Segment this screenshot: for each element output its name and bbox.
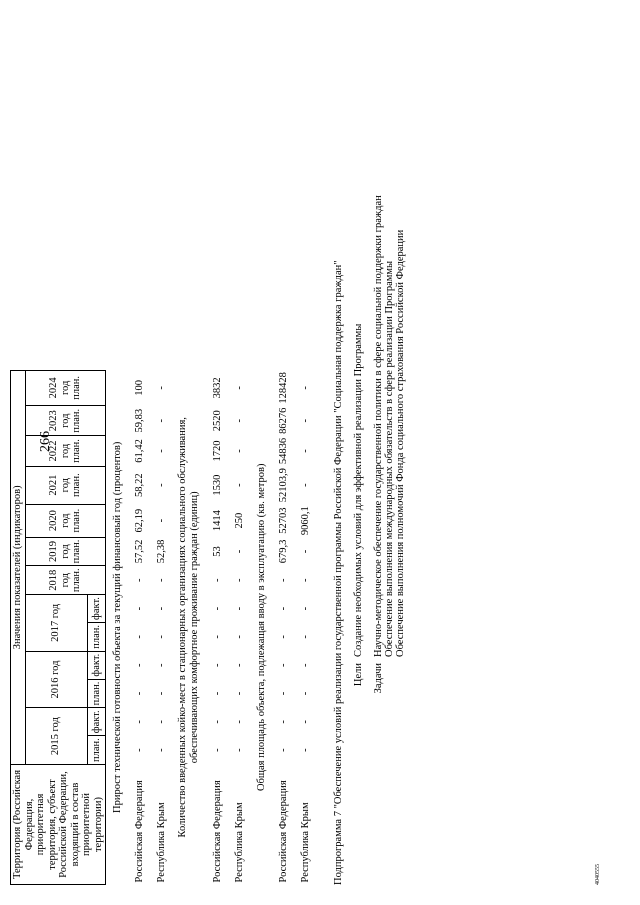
table-cell: 128428	[277, 372, 289, 404]
goal-label: Цели	[353, 663, 364, 687]
plan-year-header: 2022 год план.	[25, 436, 106, 466]
table-cell: -	[277, 748, 289, 752]
table-row	[206, 370, 228, 884]
table-cell: -	[233, 578, 245, 582]
indicator-table	[10, 370, 316, 885]
table-cell: 62,19	[133, 508, 145, 533]
table-cell: 59,83	[133, 408, 145, 433]
table-cell: -	[155, 418, 167, 423]
territory-name: Республика Крым	[299, 802, 311, 883]
table-cell: -	[155, 449, 167, 453]
year-header: 2016 год	[25, 651, 87, 708]
table-cell: -	[233, 720, 245, 724]
table-cell: -	[233, 606, 245, 611]
table-cell: -	[155, 483, 167, 487]
table-cell: -	[277, 606, 289, 611]
table-cell: -	[211, 606, 223, 611]
table-cell: -	[133, 720, 145, 724]
table-cell: -	[233, 663, 245, 667]
table-cell: -	[299, 386, 311, 390]
goal-text: Создание необходимых условий для эффективной реализации Программы	[353, 323, 364, 657]
table-cell: -	[277, 635, 289, 639]
territory-name: Республика Крым	[233, 802, 245, 883]
task-item: Обеспечение выполнения полномочий Фонда социального страхования Российской Федерации	[395, 229, 406, 657]
table-cell: -	[155, 518, 167, 523]
plan-year-header: 2020 год план.	[25, 504, 106, 537]
task-item: Обеспечение выполнения международных обязательств в сфере реализации Программы	[384, 260, 395, 657]
section-title	[250, 370, 272, 884]
section-title-line: Прирост технической готовности объекта за текущий финансовый год (процентов)	[111, 441, 123, 813]
table-cell: -	[233, 483, 245, 487]
page-number: 266	[38, 431, 53, 452]
table-cell: -	[211, 691, 223, 696]
values-header: Значения показателей (индикаторов)	[11, 370, 26, 764]
fact-header: факт.	[87, 651, 106, 679]
table-cell: -	[299, 691, 311, 696]
table-cell: -	[155, 635, 167, 639]
table-cell: -	[211, 578, 223, 582]
fact-header: факт.	[87, 595, 106, 623]
table-cell: 52103,9	[277, 468, 289, 503]
table-cell: 86276	[277, 407, 289, 434]
table-row	[272, 370, 294, 884]
year-header: 2015 год	[25, 708, 87, 765]
table-cell: 100	[133, 379, 145, 396]
table-cell: -	[299, 578, 311, 582]
plan-year-header: 2021 год план.	[25, 466, 106, 504]
table-cell: 679,3	[277, 539, 289, 564]
table-cell: -	[133, 691, 145, 696]
goal-line	[353, 324, 364, 705]
subprogram-title: Подпрограмма 7 "Обеспечение условий реализации государственной программы Российской Федерации "Социальная поддержка граждан"	[333, 260, 344, 885]
table-cell: 1414	[211, 510, 223, 532]
table-cell: 1530	[211, 474, 223, 496]
territory-name: Российская Федерация	[211, 780, 223, 883]
table-cell: 52,38	[155, 539, 167, 564]
table-cell: -	[299, 720, 311, 724]
table-cell: -	[299, 748, 311, 752]
plan-year-header: 2018 год план.	[25, 566, 106, 595]
plan-header: план.	[87, 622, 106, 651]
table-cell: -	[211, 663, 223, 667]
table-cell: -	[211, 635, 223, 639]
section-title-line: Количество введенных койко-мест в стационарных организациях социального обслуживания,	[177, 417, 189, 838]
plan-year-header: 2019 год план.	[25, 537, 106, 566]
table-cell: 3832	[211, 377, 223, 399]
table-cell: 2520	[211, 410, 223, 432]
territory-header: Территория (Российская Федерация, приоритетная территория, субъект Российской Федерации, входящий в состав приоритетной территории)	[11, 765, 106, 885]
table-cell: -	[299, 635, 311, 639]
table-cell: -	[277, 691, 289, 696]
table-cell: -	[299, 483, 311, 487]
plan-header: план.	[87, 736, 106, 765]
table-cell: -	[277, 663, 289, 667]
fact-header: факт.	[87, 708, 106, 736]
table-cell: -	[233, 449, 245, 453]
year-header: 2017 год	[25, 595, 87, 652]
document-stamp: 4040555	[595, 864, 601, 885]
table-cell: -	[233, 549, 245, 554]
table-cell: -	[133, 578, 145, 582]
table-cell: -	[155, 691, 167, 696]
section-title	[106, 370, 129, 884]
table-cell: -	[211, 748, 223, 752]
table-cell: 53	[211, 546, 223, 557]
table-cell: 1720	[211, 440, 223, 462]
table-cell: 9060,1	[299, 506, 311, 536]
task-item: Научно-методическое обеспечение государственной политики в сфере социальной поддержки граждан	[373, 195, 384, 657]
table-cell: -	[133, 635, 145, 639]
table-cell: -	[233, 635, 245, 639]
tasks-label: Задачи	[373, 663, 384, 694]
table-cell: 54836	[277, 437, 289, 465]
table-cell: -	[299, 606, 311, 611]
table-cell: -	[277, 720, 289, 724]
table-cell: 250	[233, 512, 245, 529]
section-title	[172, 370, 206, 884]
table-cell: 61,42	[133, 439, 145, 463]
table-cell: -	[133, 663, 145, 667]
table-row	[128, 370, 150, 884]
table-cell: -	[155, 386, 167, 390]
table-cell: 57,52	[133, 539, 145, 564]
table-cell: -	[133, 606, 145, 611]
table-cell: -	[299, 418, 311, 423]
table-cell: 58,22	[133, 473, 145, 497]
plan-header: план.	[87, 679, 106, 708]
table-cell: -	[155, 578, 167, 582]
table-cell: -	[233, 386, 245, 390]
table-cell: -	[133, 748, 145, 752]
table-cell: -	[299, 663, 311, 667]
table-cell: -	[155, 663, 167, 667]
section-title-line: Общая площадь объекта, подлежащая вводу в эксплуатацию (кв. метров)	[255, 463, 267, 792]
table-cell: -	[233, 691, 245, 696]
table-row	[150, 370, 172, 884]
table-cell: -	[233, 748, 245, 752]
table-body	[106, 370, 317, 884]
table-cell: -	[155, 748, 167, 752]
table-cell: -	[277, 578, 289, 582]
table-row	[228, 370, 250, 884]
table-cell: -	[299, 549, 311, 554]
territory-name: Российская Федерация	[133, 780, 145, 883]
territory-name: Российская Федерация	[277, 780, 289, 883]
table-row	[294, 370, 316, 884]
table-cell: -	[155, 720, 167, 724]
table-cell: -	[211, 720, 223, 724]
table-cell: 52703	[277, 507, 289, 534]
table-cell: -	[233, 418, 245, 423]
table-cell: -	[299, 449, 311, 453]
section-title-line: обеспечивающих комфортное проживание граждан (единиц)	[189, 491, 201, 764]
plan-year-header: 2024 год план.	[25, 370, 106, 406]
territory-name: Республика Крым	[155, 802, 167, 883]
tasks-block	[373, 195, 406, 705]
plan-year-header: 2023 год план.	[25, 406, 106, 436]
table-cell: -	[155, 606, 167, 611]
